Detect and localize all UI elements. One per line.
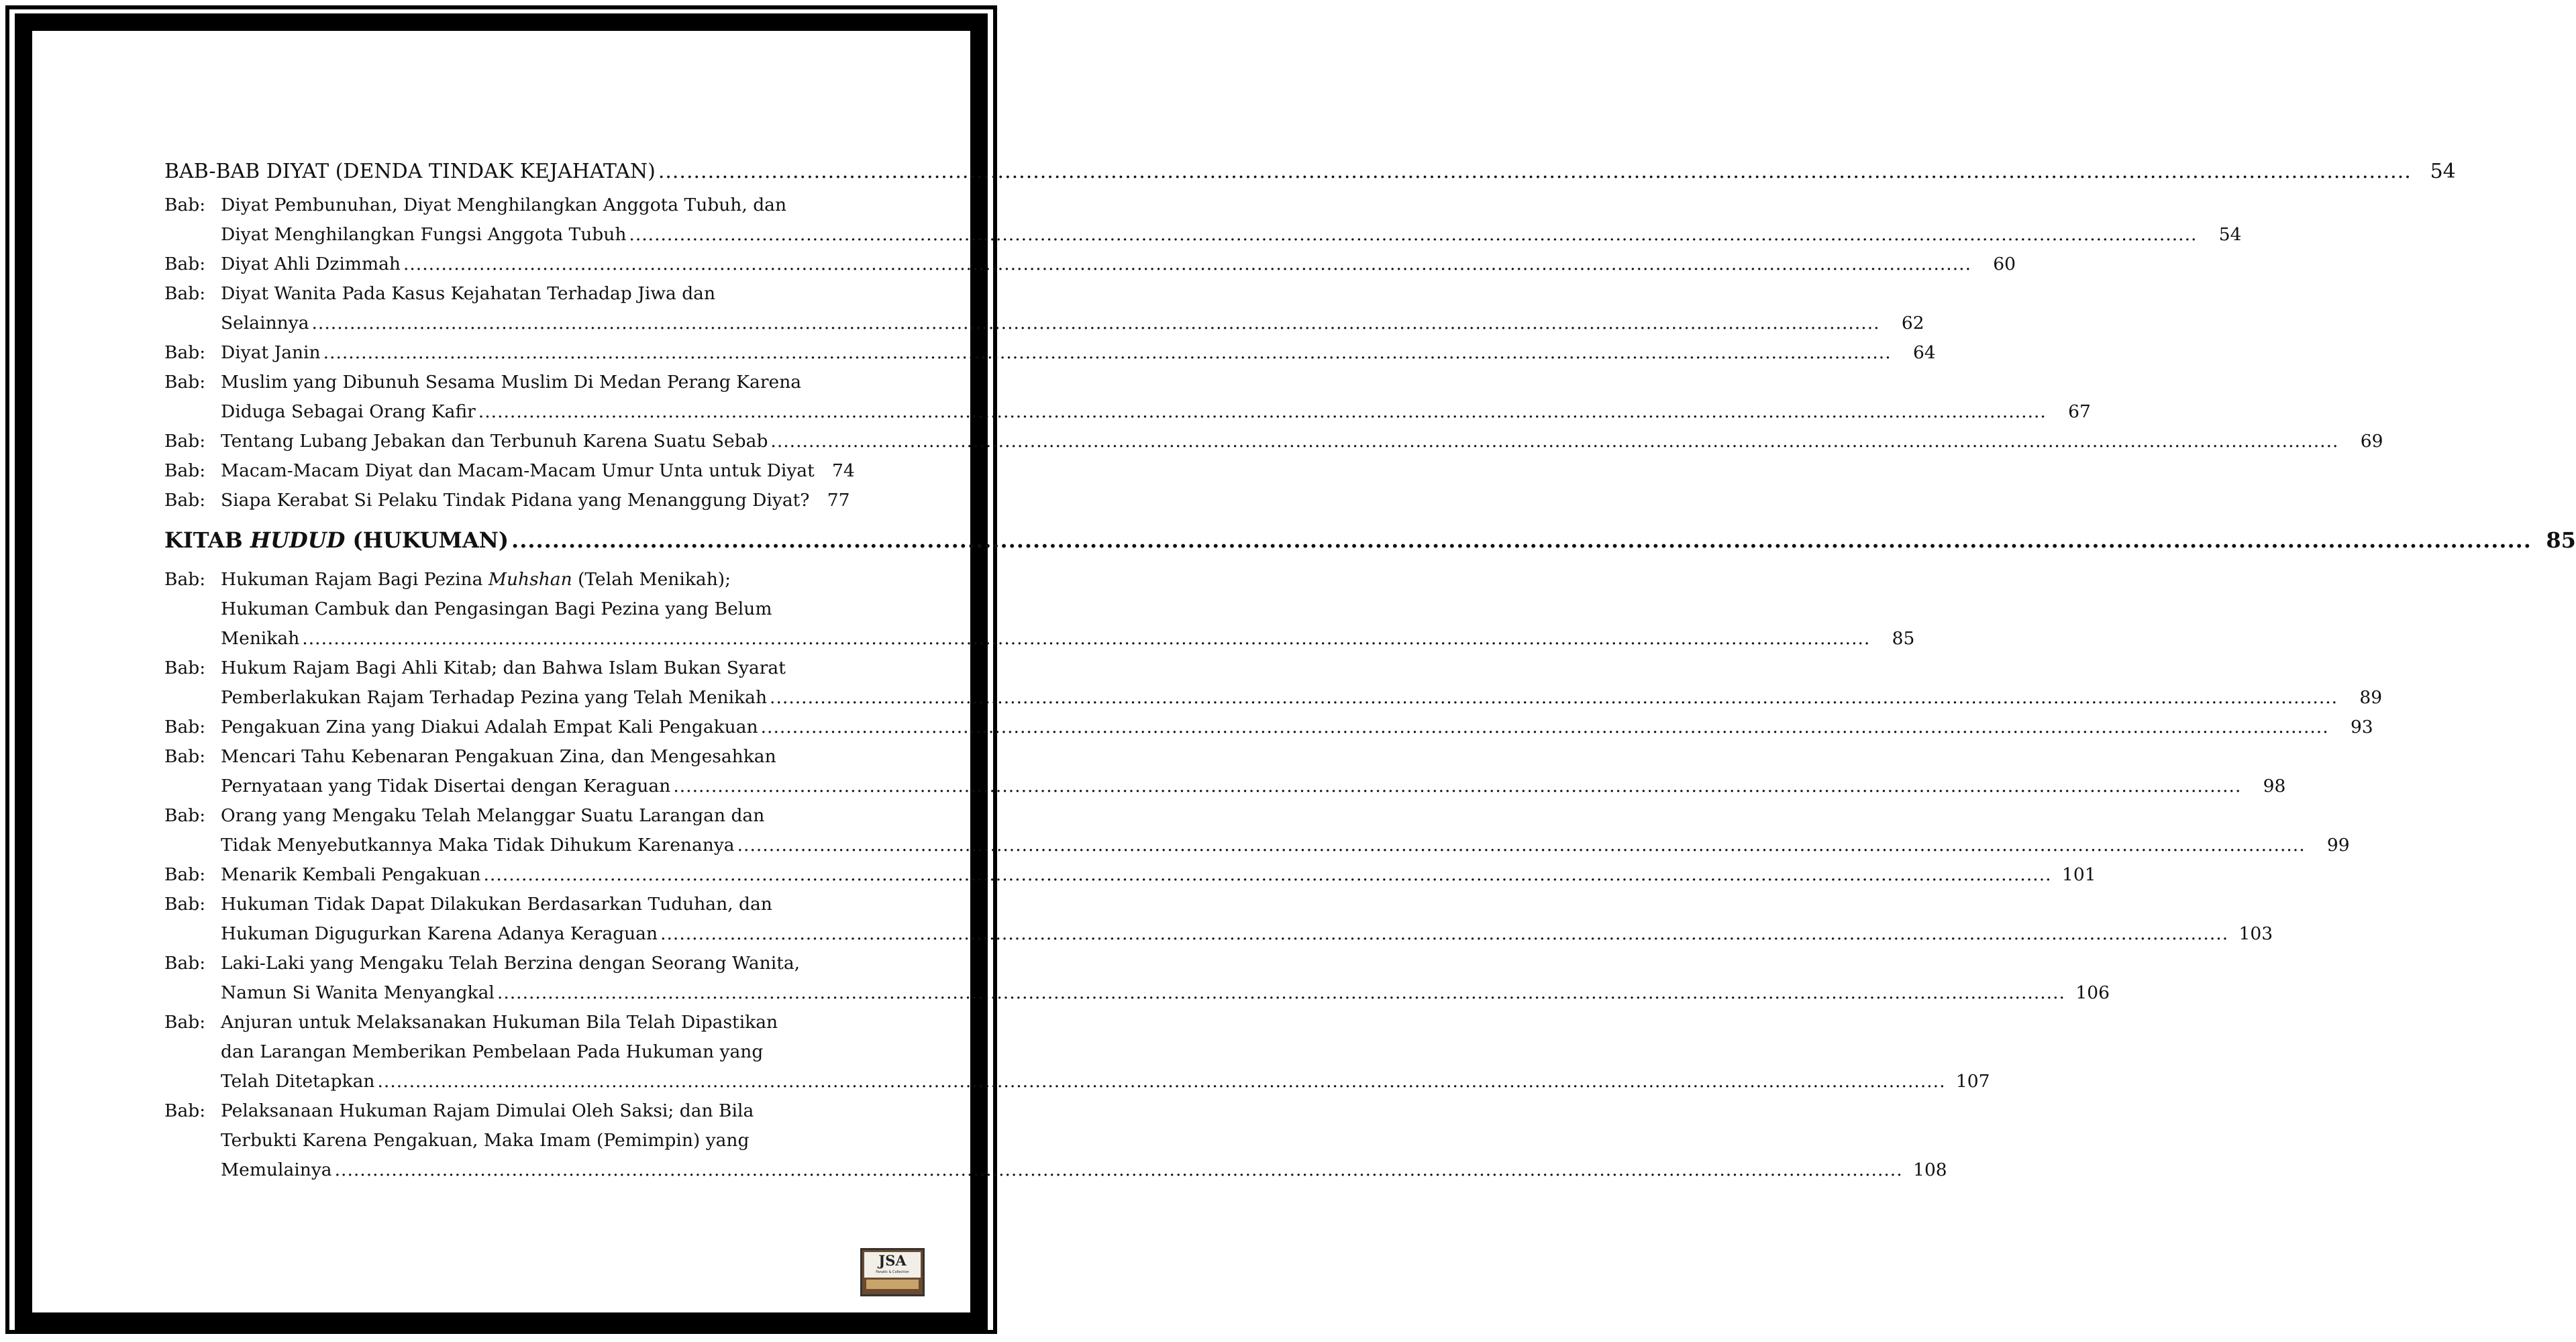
italic-term: Muhshan [488, 569, 572, 590]
entry-line [221, 565, 1914, 595]
bab-label: Bab: [164, 490, 206, 511]
entry-page-number: 107 [1955, 1071, 1990, 1092]
entry-line [221, 1067, 1990, 1096]
section-page-number: 85 [2546, 527, 2576, 553]
entry-page-number: 60 [1993, 254, 2016, 274]
entry-page-number: 64 [1912, 342, 1936, 363]
entry-body [221, 565, 1914, 654]
entry-text: Siapa Kerabat Si Pelaku Tindak Pidana yang Menanggung Diyat? [221, 490, 810, 511]
entry-text: Mencari Tahu Kebenaran Pengakuan Zina, dan Mengesahkan [221, 746, 776, 767]
entry-line [221, 250, 2016, 279]
entry-page-number: 106 [2075, 982, 2110, 1003]
entry-body [221, 801, 2350, 860]
toc-entry [164, 456, 855, 486]
bab-label: Bab: [164, 195, 206, 215]
entry-body [221, 250, 2016, 279]
toc-entry [164, 279, 1924, 338]
entry-text: Pemberlakukan Rajam Terhadap Pezina yang Telah Menikah [221, 687, 768, 708]
section-heading [164, 160, 2456, 191]
entry-text: dan Larangan Memberikan Pembelaan Pada Hukuman yang [221, 1041, 764, 1062]
entry-text: Selainnya [221, 313, 309, 333]
toc-entry [164, 801, 2350, 860]
entry-page-number: 77 [827, 490, 850, 511]
entry-line [221, 427, 2383, 456]
toc-entry [164, 1008, 1990, 1096]
dot-leader [770, 427, 2338, 456]
entry-line [221, 801, 2350, 831]
dot-leader [302, 624, 1870, 654]
entry-line [221, 713, 2373, 742]
entry-page-number: 99 [2326, 835, 2350, 856]
entry-text: Menikah [221, 628, 300, 649]
toc-entry [164, 250, 2016, 279]
section-page-number: 54 [2430, 160, 2456, 183]
toc-entry [164, 427, 2383, 456]
entry-text: Laki-Laki yang Mengaku Telah Berzina dengan Seorang Wanita, [221, 953, 801, 974]
bab-label: Bab: [164, 894, 206, 915]
dot-leader [660, 919, 2228, 949]
toc-entry [164, 860, 2096, 890]
entry-line [221, 1126, 1947, 1155]
bab-label: Bab: [164, 1100, 206, 1121]
entry-line [221, 919, 2273, 949]
entry-page-number: 103 [2238, 923, 2273, 944]
toc-entry [164, 654, 2383, 713]
entry-line [221, 949, 2110, 978]
entry-body [221, 1096, 1947, 1185]
entry-text: Diyat Ahli Dzimmah [221, 254, 401, 274]
dot-leader [658, 160, 2412, 183]
entry-page-number: 69 [2360, 431, 2383, 452]
entry-text: Diyat Wanita Pada Kasus Kejahatan Terhadap Jiwa dan [221, 283, 716, 304]
dot-leader [761, 713, 2329, 742]
section-title: BAB-BAB DIYAT (DENDA TINDAK KEJAHATAN) [164, 160, 656, 183]
entry-line [221, 654, 2382, 683]
bab-label: Bab: [164, 658, 206, 678]
entry-line [221, 191, 2241, 220]
bab-label: Bab: [164, 953, 206, 974]
entry-line [221, 772, 2285, 801]
entry-page-number: 67 [2068, 401, 2091, 422]
dot-leader [629, 220, 2197, 250]
toc-entry [164, 368, 2091, 427]
entry-text: Diduga Sebagai Orang Kafir [221, 401, 476, 422]
bab-label: Bab: [164, 254, 206, 274]
entry-text: Muslim yang Dibunuh Sesama Muslim Di Medan Perang Karena [221, 372, 802, 393]
entry-text: Memulainya [221, 1159, 332, 1180]
bab-label: Bab: [164, 372, 206, 393]
entry-text: Hukum Rajam Bagi Ahli Kitab; dan Bahwa Islam Bukan Syarat [221, 658, 786, 678]
jsa-logo [860, 1248, 925, 1296]
entry-line [221, 742, 2285, 772]
entry-text: Anjuran untuk Melaksanakan Hukuman Bila Telah Dipastikan [221, 1012, 778, 1033]
entry-body [221, 890, 2273, 949]
toc-entry [164, 742, 2286, 801]
table-of-contents [164, 160, 2576, 1185]
entry-page-number: 89 [2359, 687, 2383, 708]
dot-leader [478, 397, 2047, 427]
toc-entry [164, 1096, 1947, 1185]
entry-body [221, 713, 2373, 742]
entry-page-number: 101 [2061, 864, 2096, 885]
toc-entry [164, 890, 2273, 949]
dot-leader [323, 338, 1892, 368]
entry-text: Tentang Lubang Jebakan dan Terbunuh Karena Suatu Sebab [221, 431, 768, 452]
toc-entry [164, 191, 2242, 250]
entry-text: Pelaksanaan Hukuman Rajam Dimulai Oleh Saksi; dan Bila [221, 1100, 754, 1121]
entry-body [221, 1008, 1990, 1096]
entry-text: Hukuman Cambuk dan Pengasingan Bagi Pezina yang Belum [221, 599, 772, 619]
entry-page-number: 93 [2350, 717, 2373, 737]
toc-entry [164, 338, 1936, 368]
dot-leader [484, 860, 2052, 890]
entry-text: Macam-Macam Diyat dan Macam-Macam Umur Unta untuk Diyat [221, 460, 815, 481]
bab-label: Bab: [164, 717, 206, 737]
entry-line [221, 1155, 1947, 1185]
entry-page-number: 74 [832, 460, 855, 481]
section-heading [164, 527, 2576, 565]
entry-text: Diyat Menghilangkan Fungsi Anggota Tubuh [221, 224, 627, 245]
entry-line [221, 595, 1914, 624]
toc-entry [164, 713, 2373, 742]
entry-body [221, 191, 2241, 250]
dot-leader [511, 527, 2532, 553]
entry-body [221, 368, 2091, 427]
entry-text: Terbukti Karena Pengakuan, Maka Imam (Pemimpin) yang [221, 1130, 750, 1151]
entry-body [221, 279, 1924, 338]
bab-label: Bab: [164, 746, 206, 767]
entry-line [221, 978, 2110, 1008]
entry-text: Hukuman Digugurkan Karena Adanya Keraguan [221, 923, 658, 944]
entry-text: Pengakuan Zina yang Diakui Adalah Empat Kali Pengakuan [221, 717, 758, 737]
toc-entry [164, 486, 850, 515]
section-title-italic: HUDUD [250, 527, 346, 553]
entry-line [221, 1037, 1990, 1067]
entry-line [221, 279, 1924, 309]
entry-text: Hukuman Tidak Dapat Dilakukan Berdasarkan Tuduhan, dan [221, 894, 772, 915]
bab-label: Bab: [164, 864, 206, 885]
bab-label: Bab: [164, 1012, 206, 1033]
toc-entry [164, 949, 2110, 1008]
entry-body [221, 654, 2382, 713]
entry-page-number: 85 [1892, 628, 1915, 649]
bab-label: Bab: [164, 460, 206, 481]
entry-text: Diyat Janin [221, 342, 321, 363]
entry-text: Pernyataan yang Tidak Disertai dengan Keraguan [221, 776, 671, 796]
entry-line [221, 1096, 1947, 1126]
bab-label: Bab: [164, 805, 206, 826]
entry-body [221, 949, 2110, 1008]
logo-text: JSA [864, 1252, 921, 1278]
entry-body [221, 427, 2383, 456]
entry-page-number: 54 [2218, 224, 2242, 245]
entry-page-number: 108 [1913, 1159, 1947, 1180]
entry-text: Orang yang Mengaku Telah Melanggar Suatu Larangan dan [221, 805, 765, 826]
entry-body [221, 456, 855, 486]
bab-label: Bab: [164, 431, 206, 452]
dot-leader [673, 772, 2241, 801]
entry-line [221, 456, 855, 486]
entry-line [221, 338, 1936, 368]
dot-leader [770, 683, 2338, 713]
entry-line [221, 309, 1924, 338]
entry-text: Tidak Menyebutkannya Maka Tidak Dihukum Karenanya [221, 835, 735, 856]
entry-line [221, 1008, 1990, 1037]
entry-text: Namun Si Wanita Menyangkal [221, 982, 495, 1003]
entry-line [221, 368, 2091, 397]
entry-line [221, 397, 2091, 427]
dot-leader [377, 1067, 1945, 1096]
entry-line [221, 831, 2350, 860]
entry-line [221, 860, 2096, 890]
dot-leader [497, 978, 2065, 1008]
bab-label: Bab: [164, 569, 206, 590]
entry-text: Menarik Kembali Pengakuan [221, 864, 481, 885]
dot-leader [737, 831, 2306, 860]
entry-text: Telah Ditetapkan [221, 1071, 375, 1092]
entry-text: Hukuman Rajam Bagi Pezina Muhshan (Telah Menikah); [221, 569, 731, 590]
bab-label: Bab: [164, 283, 206, 304]
entry-page-number: 62 [1901, 313, 1924, 333]
entry-body [221, 860, 2096, 890]
dot-leader [403, 250, 1971, 279]
entry-body [221, 742, 2285, 801]
entry-line [221, 624, 1914, 654]
section-title: KITAB HUDUD (HUKUMAN) [164, 527, 509, 553]
entry-body [221, 338, 1936, 368]
logo-bar [866, 1280, 919, 1289]
bab-label: Bab: [164, 342, 206, 363]
entry-body [221, 486, 849, 515]
toc-entry [164, 565, 1915, 654]
entry-line [221, 890, 2273, 919]
dot-leader [335, 1155, 1903, 1185]
entry-page-number: 98 [2263, 776, 2286, 796]
logo-subtitle: Fanatic & Collection [876, 1270, 909, 1274]
dot-leader [312, 309, 1880, 338]
entry-line [221, 683, 2382, 713]
entry-line [221, 486, 849, 515]
entry-line [221, 220, 2241, 250]
entry-text: Diyat Pembunuhan, Diyat Menghilangkan Anggota Tubuh, dan [221, 195, 787, 215]
